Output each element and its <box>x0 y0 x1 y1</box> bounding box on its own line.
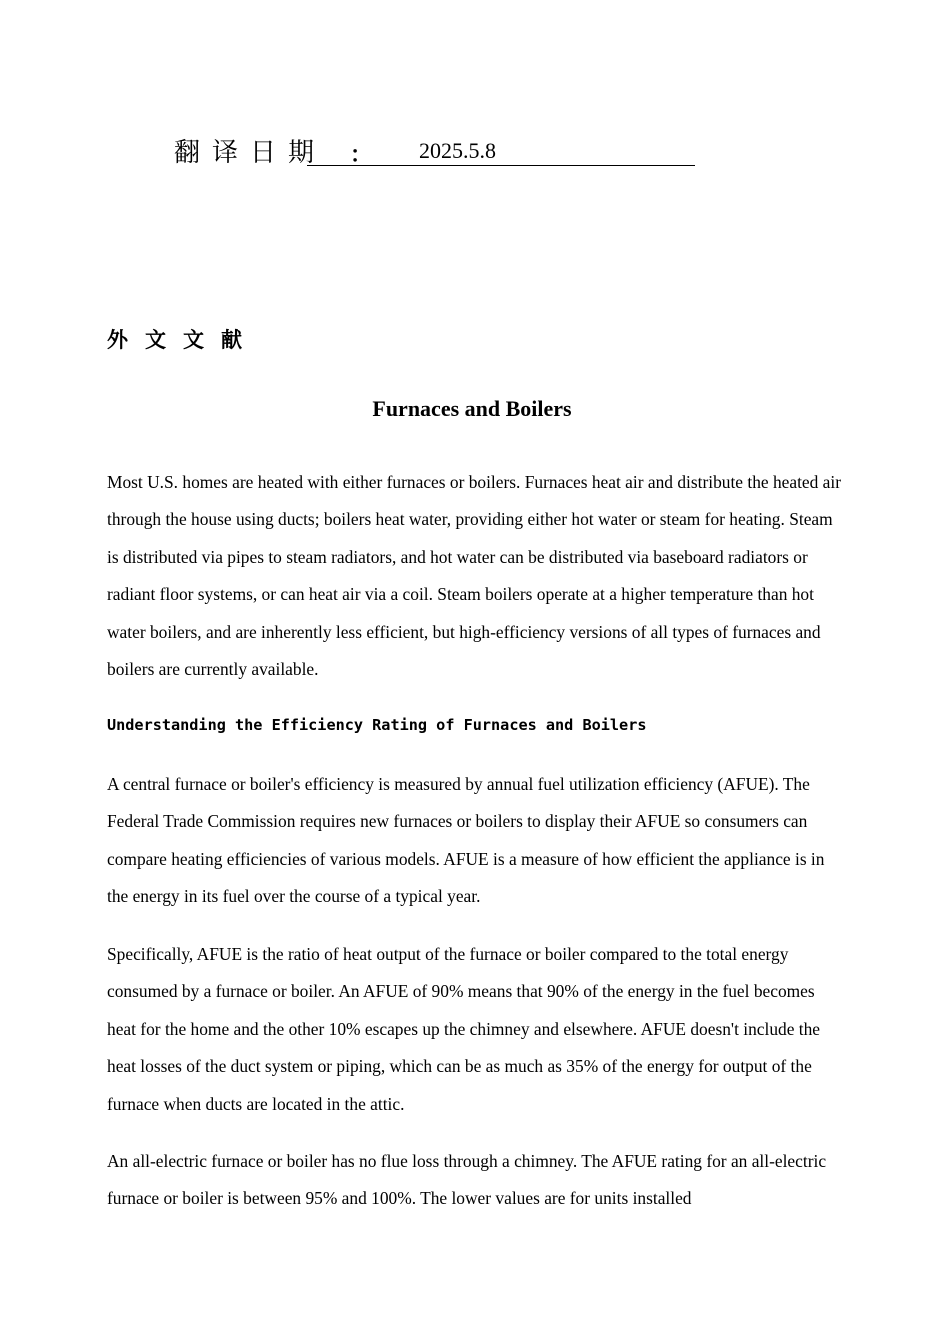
translation-date-colon: ： <box>350 143 373 168</box>
all-electric-paragraph <box>107 1143 847 1218</box>
document-title: Furnaces and Boilers <box>372 396 572 421</box>
afue-ratio-paragraph <box>107 936 847 1123</box>
section-heading: 外文文献 <box>107 328 259 352</box>
translation-date-underline <box>307 165 695 166</box>
paragraph: An all-electric furnace or boiler has no flue loss through a chimney. The AFUE rating for an all-electric furnace or boiler is between 95% and 100%. The lower values are for units installed <box>107 1151 827 1209</box>
afue-definition-paragraph <box>107 766 847 916</box>
translation-date-value: 2025.5.8 <box>419 138 496 163</box>
paragraph: Specifically, AFUE is the ratio of heat output of the furnace or boiler compared to the total energy consumed by a furnace or boiler. An AFUE of 90% means that 90% of the energy in the fuel becomes heat for the home and the other 10% escapes up the chimney and elsewhere. AFUE doesn't include the heat losses of the duct system or piping, which can be as much as 35% of the energy for output of the furnace when ducts are located in the attic. <box>107 944 821 1114</box>
paragraph: Most U.S. homes are heated with either furnaces or boilers. Furnaces heat air and distribute the heated air through the house using ducts; boilers heat water, providing either hot water or steam for heating. Steam is distributed via pipes to steam radiators, and hot water can be distributed via baseboard radiators or radiant floor systems, or can heat air via a coil. Steam boilers operate at a higher temperature than hot water boilers, and are inherently less efficient, but high-efficiency versions of all types of furnaces and boilers are currently available. <box>107 472 842 680</box>
paragraph: A central furnace or boiler's efficiency is measured by annual fuel utilization efficiency (AFUE). The Federal Trade Commission requires new furnaces or boilers to display their AFUE so consumers can compare heating efficiencies of various models. AFUE is a measure of how efficient the appliance is in the energy in its fuel over the course of a typical year. <box>107 774 825 907</box>
translation-date-label: 翻译日期 <box>174 138 327 168</box>
efficiency-subheading: Understanding the Efficiency Rating of Furnaces and Boilers <box>107 716 647 734</box>
intro-paragraph <box>107 464 847 688</box>
